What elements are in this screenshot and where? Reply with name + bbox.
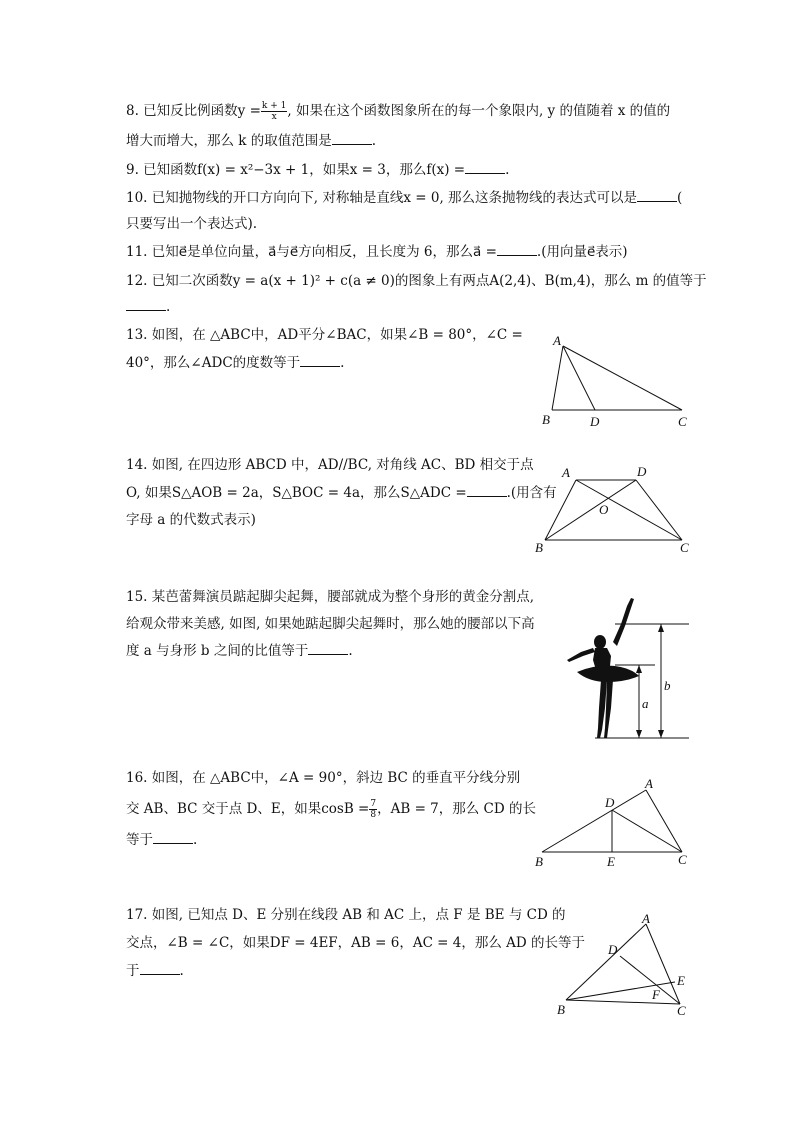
- question-16-line2: 交 AB、BC 交于点 D、E，如果cosB = $\frac{7}{8}$ ，AB = 7，那么 CD 的长: [126, 799, 536, 820]
- q16-label-A: A: [645, 776, 653, 791]
- q15-ballerina-figure: [555, 590, 695, 745]
- q14-seg-AB: [545, 480, 576, 540]
- answer-blank: [308, 640, 348, 655]
- question-16-line3: 等于 .: [126, 827, 197, 853]
- q17-label-A: A: [642, 912, 650, 926]
- answer-blank: [332, 130, 372, 145]
- q13-triangle-figure: [535, 328, 705, 433]
- q14-label-C: C: [680, 540, 689, 555]
- question-15: 15. 某芭蕾舞演员踮起脚尖起舞，腰部就成为整个身形的黄金分割点,: [126, 589, 535, 605]
- question-10: 10. 已知抛物线的开口方向向下, 对称轴是直线x = 0, 那么这条抛物线的表达式可以是 (: [126, 185, 682, 211]
- question-13: 13. 如图，在 △ABC中，AD平分∠BAC，如果∠B = 80°，∠C =: [126, 327, 523, 343]
- q16-seg-AC: [646, 790, 682, 852]
- answer-blank: [153, 829, 193, 844]
- answer-blank: [497, 241, 537, 256]
- q16-fraction: $\frac{7}{8}$: [370, 799, 377, 820]
- answer-blank: [465, 159, 505, 174]
- q13-label-B: B: [542, 412, 550, 427]
- q14-trapezoid-figure: [530, 458, 700, 558]
- answer-blank: [140, 960, 180, 975]
- q14-seg-BD: [545, 480, 636, 540]
- q16-label-C: C: [678, 852, 687, 867]
- q14-label-D: D: [637, 464, 647, 479]
- q15-label-a: a: [642, 696, 649, 711]
- q16-triangle-figure: [530, 772, 700, 872]
- q17-label-E: E: [677, 973, 685, 988]
- answer-blank: [300, 352, 340, 367]
- question-16: 16. 如图，在 △ABC中，∠A = 90°，斜边 BC 的垂直平分线分别: [126, 770, 521, 786]
- q13-seg-AD: [563, 346, 595, 410]
- q13-seg-AC: [563, 346, 682, 410]
- q13-label-A: A: [553, 333, 561, 348]
- q16-label-B: B: [535, 854, 543, 869]
- question-14-line3: 字母 a 的代数式表示): [126, 512, 256, 528]
- question-14: 14. 如图, 在四边形 ABCD 中，AD//BC, 对角线 AC、BD 相交于点: [126, 457, 534, 473]
- q13-seg-AB: [552, 346, 563, 410]
- q16-label-E: E: [607, 854, 615, 869]
- answer-blank: [637, 187, 677, 202]
- q13-label-D: D: [590, 414, 600, 429]
- q8-fraction: $\frac{k + 1}{x}$: [261, 101, 287, 122]
- question-10-line2: 只要写出一个表达式).: [126, 216, 258, 232]
- question-17-line2: 交点，∠B = ∠C，如果DF = 4EF，AB = 6，AC = 4，那么 AD 的长等于: [126, 935, 586, 951]
- q17-label-C: C: [677, 1003, 686, 1018]
- q17-seg-CD: [620, 956, 680, 1004]
- question-17: 17. 如图, 已知点 D、E 分别在线段 AB 和 AC 上，点 F 是 BE 与 CD 的: [126, 907, 566, 923]
- q14-label-B: B: [535, 540, 543, 555]
- question-13-line2: 40°，那么∠ADC的度数等于 .: [126, 350, 344, 376]
- q17-label-B: B: [557, 1002, 565, 1017]
- question-12-line2: .: [126, 294, 170, 320]
- q8-text-post: , 如果在这个函数图象所在的每一个象限内, y 的值随着 x 的值的: [287, 103, 671, 119]
- question-14-line2: O, 如果S△AOB = 2a，S△BOC = 4a，那么S△ADC = .(用含有: [126, 480, 557, 506]
- q14-seg-AC: [576, 480, 682, 540]
- q13-label-C: C: [678, 414, 687, 429]
- ballerina-silhouette-icon: [567, 598, 639, 738]
- q14-label-O: O: [599, 502, 609, 517]
- question-8: [126, 98, 670, 124]
- q17-seg-BC: [566, 1000, 680, 1004]
- q17-triangle-figure: [548, 912, 698, 1022]
- q14-label-A: A: [562, 465, 570, 480]
- q15-label-b: b: [664, 678, 671, 693]
- question-11: 11. 已知e⃗是单位向量，a⃗与e⃗方向相反，且长度为 6，那么a⃗ = .(用向量e⃗表示): [126, 239, 628, 265]
- question-15-line3: 度 a 与身形 b 之间的比值等于 .: [126, 638, 353, 664]
- question-9: 9. 已知函数f(x) = x²−3x + 1，如果x = 3，那么f(x) = .: [126, 157, 509, 183]
- q8-text-pre: 8. 已知反比例函数y =: [126, 103, 261, 119]
- answer-blank: [467, 482, 507, 497]
- q16-label-D: D: [605, 795, 615, 810]
- answer-blank: [126, 296, 166, 311]
- q17-label-D: D: [608, 942, 618, 957]
- q16-seg-DC: [612, 810, 682, 852]
- q14-seg-DC: [636, 480, 682, 540]
- question-15-line2: 给观众带来美感, 如图, 如果她踮起脚尖起舞时，那么她的腰部以下高: [126, 616, 535, 632]
- question-17-line3: 于 .: [126, 958, 184, 984]
- q17-label-F: F: [652, 987, 660, 1002]
- question-12: 12. 已知二次函数y = a(x + 1)² + c(a ≠ 0)的图象上有两点A(2,4)、B(m,4)，那么 m 的值等于: [126, 273, 707, 289]
- question-8-line2: 增大而增大，那么 k 的取值范围是 .: [126, 128, 376, 154]
